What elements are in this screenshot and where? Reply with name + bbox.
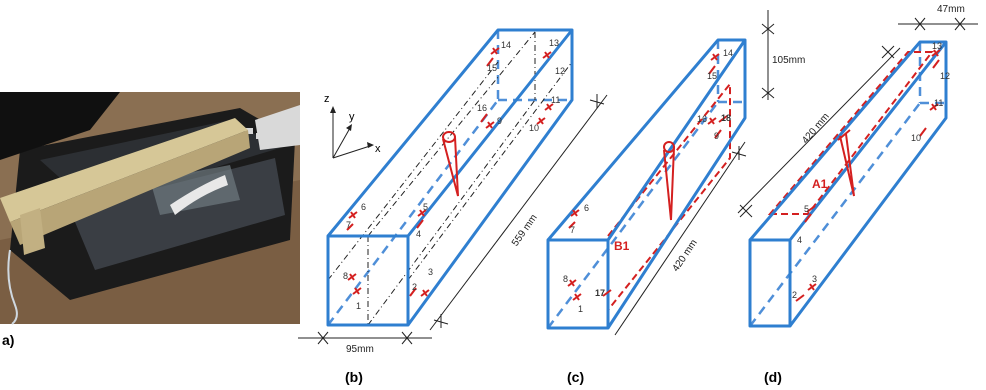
sensor-number: 2: [792, 290, 798, 300]
sensor-number: 8: [343, 271, 349, 281]
sensor-number: 13: [932, 41, 943, 51]
plane-label-a1: A1: [812, 177, 828, 191]
axis-label-z: z: [324, 93, 330, 105]
scan-beam-cone: [664, 147, 674, 220]
dimension-label: 420 mm: [670, 237, 700, 274]
dimension-label: 559 mm: [509, 212, 540, 249]
sensor-number: 18: [721, 113, 732, 123]
front-face: [750, 240, 790, 326]
sensor-number: 11: [934, 98, 944, 108]
sensor-markers: [568, 54, 727, 300]
panel-label-b: (b): [345, 369, 363, 385]
sensor-number: 4: [416, 229, 422, 239]
sensor-number: 5: [423, 202, 429, 212]
plane-label-b1: B1: [614, 239, 630, 253]
diagram-b: [298, 30, 607, 355]
sensor-number: 16: [477, 103, 488, 113]
sensor-number: 15: [707, 71, 718, 81]
dimension-width-b: [298, 332, 432, 344]
axis-label-y: y: [349, 111, 355, 123]
sensor-number: 3: [812, 274, 818, 284]
sensor-number: 12: [555, 66, 566, 76]
sensor-number: 12: [940, 71, 951, 81]
axis-label-x: x: [375, 143, 381, 155]
dimension-length-c: [615, 142, 746, 335]
sensor-number: 10: [911, 133, 922, 143]
sensor-number: 6: [584, 203, 590, 213]
panel-label-c: (c): [567, 369, 585, 385]
diagram-c: [548, 10, 805, 335]
panel-label-d: (d): [764, 369, 782, 385]
sensor-number: 13: [549, 38, 560, 48]
sensor-number: 3: [428, 267, 434, 277]
photo-scanner-setup: [0, 92, 300, 324]
sensor-number: 7: [570, 225, 576, 235]
sensor-number: 16: [697, 114, 708, 124]
sensor-number: 1: [356, 301, 362, 311]
sensor-number: 14: [723, 48, 734, 58]
dimension-label: 95mm: [346, 344, 374, 355]
sensor-number: 14: [501, 40, 512, 50]
sensor-number: 1: [578, 304, 584, 314]
sensor-number: 11: [551, 95, 561, 105]
sensor-number: 10: [529, 123, 540, 133]
centerline: [328, 62, 498, 280]
sensor-number: 4: [797, 235, 803, 245]
dimension-label: 47mm: [937, 4, 965, 15]
dimension-label: 105mm: [772, 55, 806, 66]
sensor-number: 9: [497, 116, 503, 126]
sensor-number: 6: [361, 202, 367, 212]
sensor-number: 15: [487, 63, 498, 73]
dimension-depth-d: [898, 18, 978, 30]
dimension-label: 420 mm: [800, 111, 832, 147]
panel-label-a: a): [2, 332, 15, 348]
sensor-number: 5: [804, 204, 810, 214]
sensor-markers: [796, 50, 940, 301]
sensor-number: 8: [563, 274, 569, 284]
sensor-number: 7: [346, 220, 352, 230]
scan-beam-aperture: [443, 132, 455, 142]
diagram-d: [738, 4, 978, 326]
sensor-number: 17: [595, 288, 606, 298]
sensor-number: 2: [412, 282, 418, 292]
sensor-number: 9: [714, 131, 720, 141]
